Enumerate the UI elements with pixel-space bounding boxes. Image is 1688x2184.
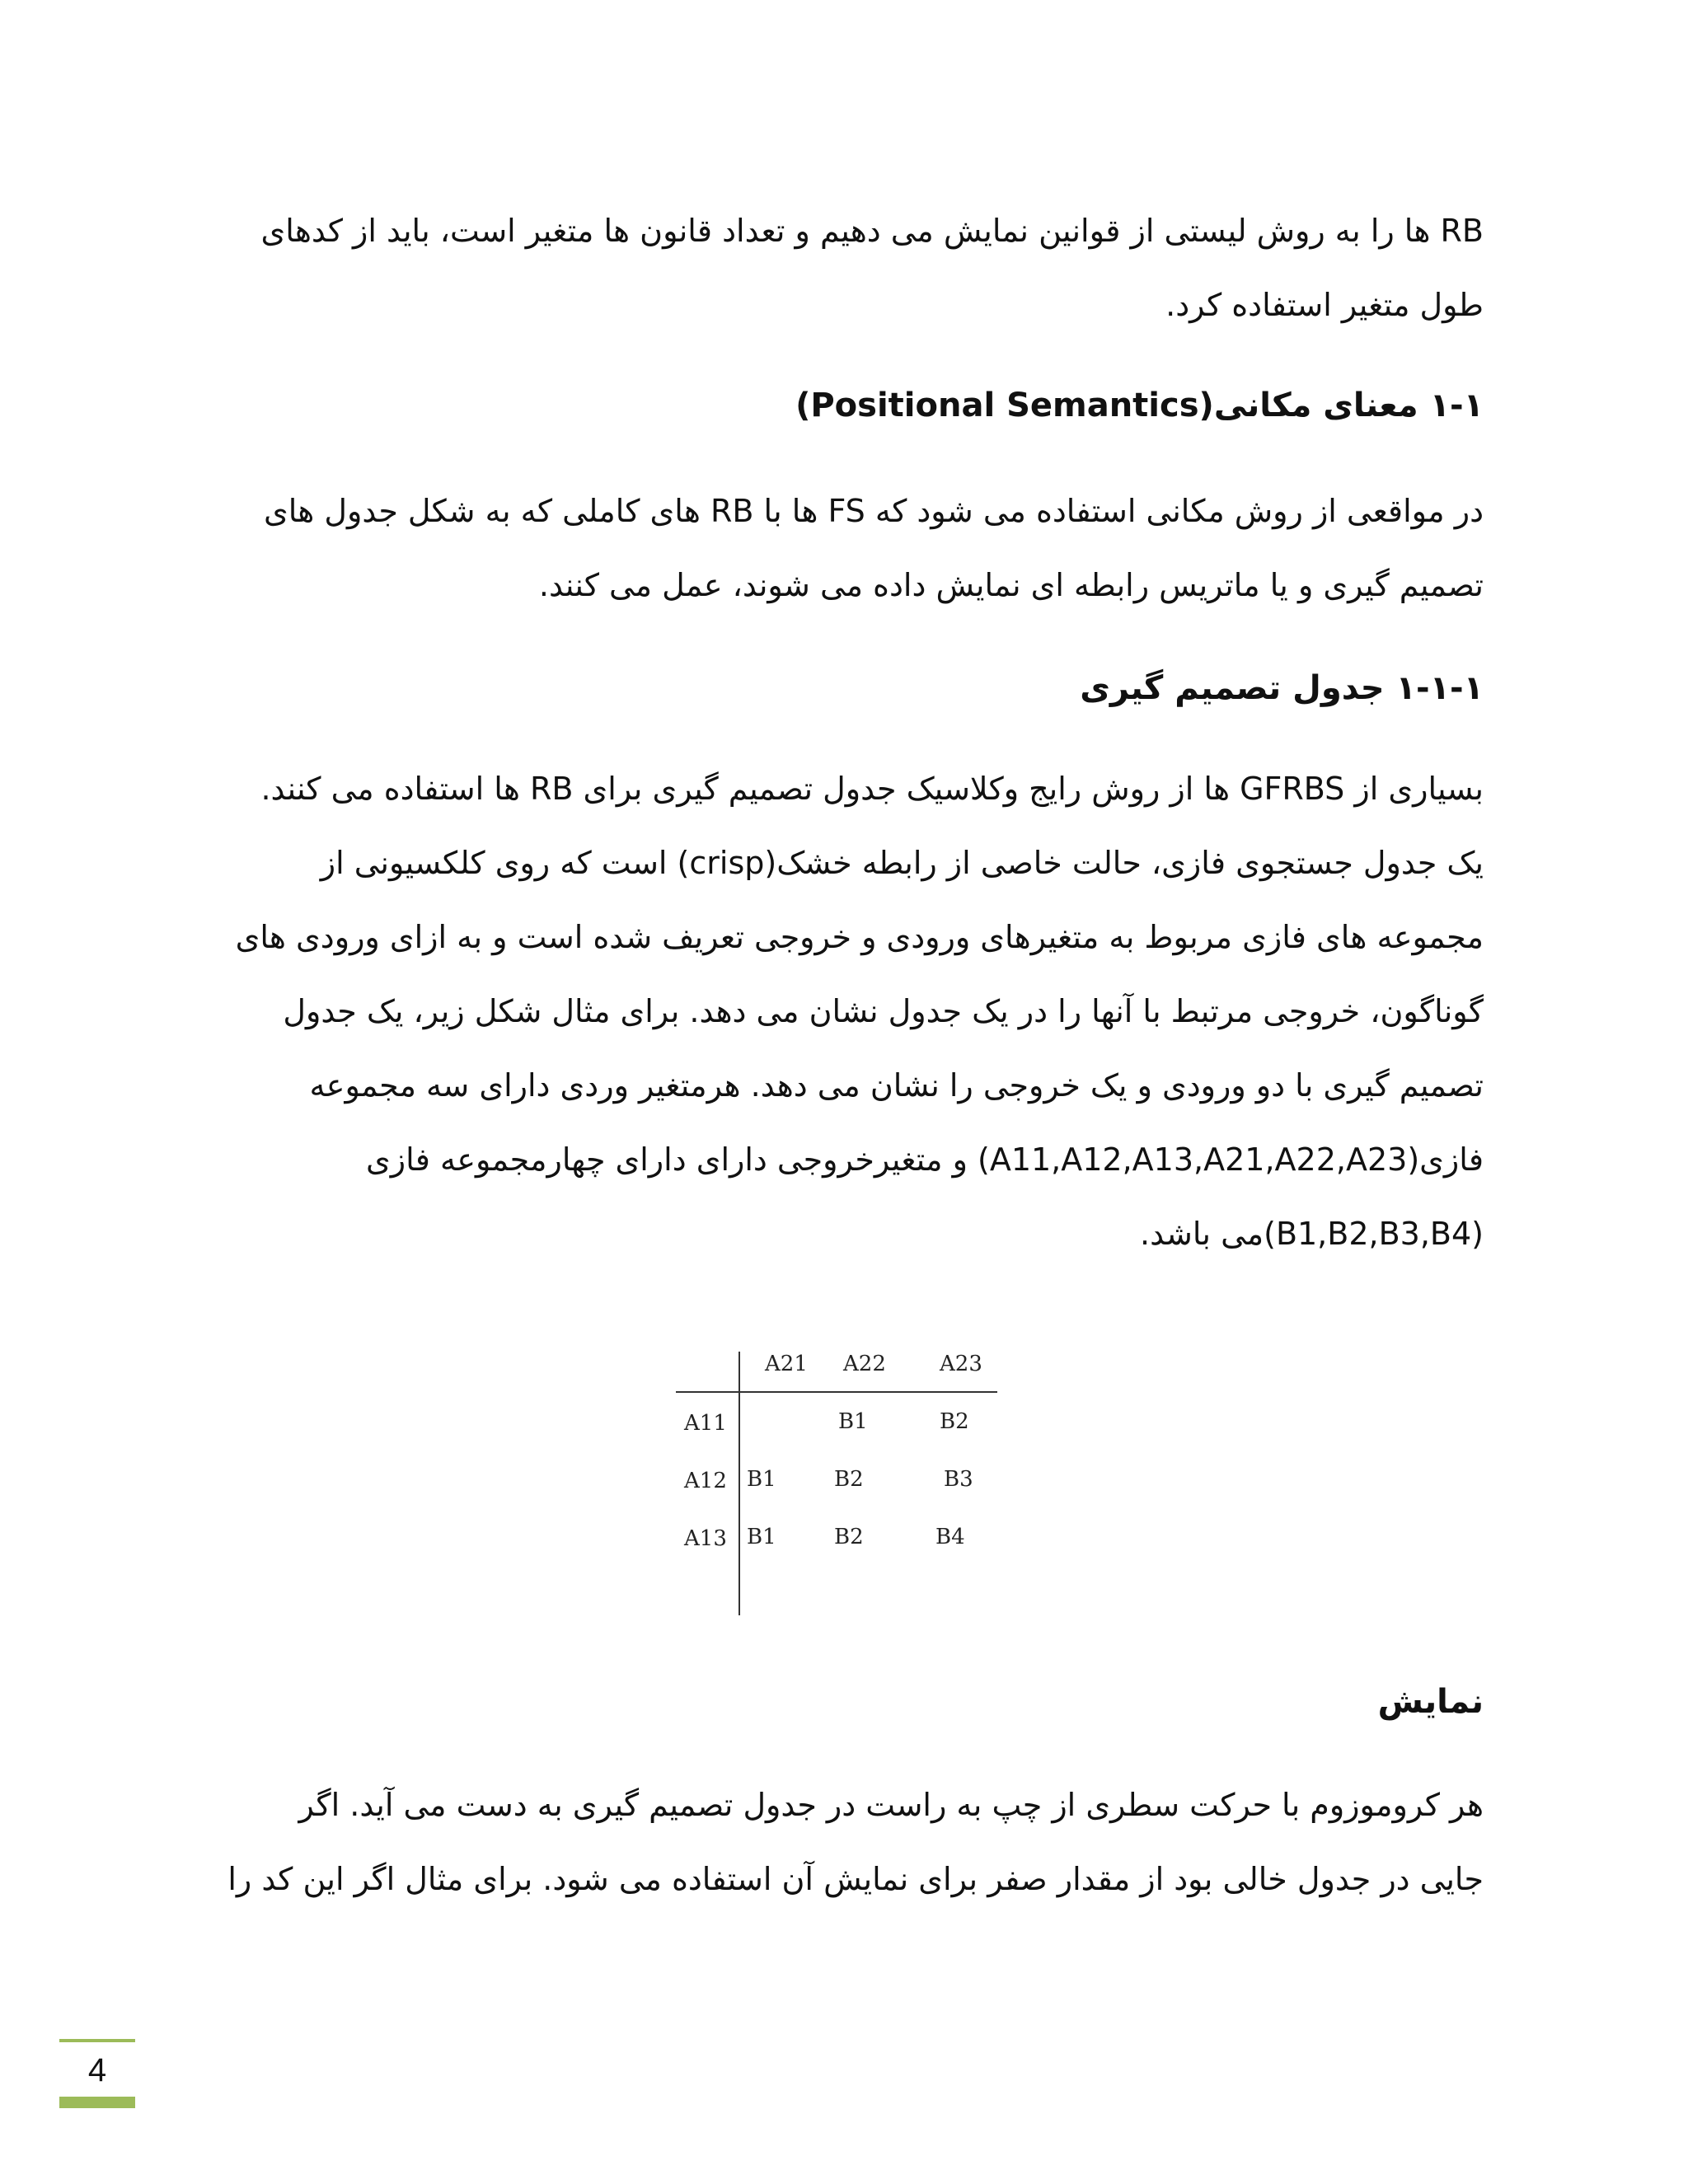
display-paragraph <box>198 1768 1484 1916</box>
footer-accent-bar <box>59 2097 135 2108</box>
paragraph-line: گوناگون، خروجی مرتبط با آنها را در یک جدول نشان می دهد. برای مثال شکل زیر، یک جدول <box>283 993 1484 1029</box>
paragraph-line: RB ها را به روش لیستی از قوانین نمایش می دهیم و تعداد قانون ها متغیر است، باید از کدهای <box>260 213 1484 249</box>
paragraph-line: (B1,B2,B3,B4)می باشد. <box>1139 1216 1484 1252</box>
section-heading-positional: ۱-۱ معنای مکانی(Positional Semantics) <box>795 387 1484 424</box>
table-col-header: A21 <box>765 1352 808 1376</box>
paragraph-line: مجموعه های فازی مربوط به متغیرهای ورودی و خروجی تعریف شده است و به ازای ورودی های <box>235 919 1484 955</box>
positional-paragraph <box>198 474 1484 622</box>
table-cell: B1 <box>747 1525 776 1549</box>
paragraph-line: بسیاری از GFRBS ها از روش رایج وکلاسیک جدول تصمیم گیری برای RB ها استفاده می کنند. <box>260 771 1484 807</box>
table-cell: B4 <box>935 1525 965 1549</box>
paragraph-line: جایی در جدول خالی بود از مقدار صفر برای نمایش آن استفاده می شود. برای مثال اگر این کد را <box>227 1861 1484 1897</box>
paragraph-line: تصمیم گیری با دو ورودی و یک خروجی را نشان می دهد. هرمتغیر وردی دارای سه مجموعه <box>309 1067 1484 1104</box>
section-heading-display: نمایش <box>1377 1683 1484 1721</box>
paragraph-line: تصمیم گیری و یا ماتریس رابطه ای نمایش داده می شوند، عمل می کنند. <box>538 567 1484 603</box>
table-cell: B2 <box>940 1409 969 1434</box>
decision-table-paragraph <box>198 752 1484 1271</box>
table-cell: B1 <box>838 1409 868 1434</box>
decision-table-figure <box>676 1335 1006 1615</box>
table-row-header: A11 <box>684 1411 727 1436</box>
table-cell: B1 <box>747 1467 776 1492</box>
paragraph-line: در مواقعی از روش مکانی استفاده می شود که FS ها با RB های کاملی که به شکل جدول های <box>263 493 1484 529</box>
paragraph-line: هر کروموزوم با حرکت سطری از چپ به راست در جدول تصمیم گیری به دست می آید. اگر <box>298 1787 1484 1823</box>
table-horizontal-rule <box>676 1391 997 1393</box>
table-cell: B2 <box>834 1525 864 1549</box>
paragraph-line: فازی(A11,A12,A13,A21,A22,A23) و متغیرخروجی دارای دارای چهارمجموعه فازی <box>366 1141 1484 1178</box>
table-row-header: A13 <box>684 1526 727 1551</box>
table-col-header: A22 <box>843 1352 886 1376</box>
table-cell: B3 <box>944 1467 973 1492</box>
page-number: 4 <box>87 2052 107 2088</box>
intro-paragraph <box>198 194 1484 342</box>
paragraph-line: طول متغیر استفاده کرد. <box>1165 287 1484 323</box>
table-row-header: A12 <box>684 1469 727 1493</box>
table-col-header: A23 <box>940 1352 982 1376</box>
paragraph-line: یک جدول جستجوی فازی، حالت خاصی از رابطه خشک(crisp) است که روی کلکسیونی از <box>320 845 1484 881</box>
table-cell: B2 <box>834 1467 864 1492</box>
footer-accent-bar <box>59 2039 135 2042</box>
section-heading-decision-table: ۱-۱-۱ جدول تصمیم گیری <box>1080 669 1484 707</box>
